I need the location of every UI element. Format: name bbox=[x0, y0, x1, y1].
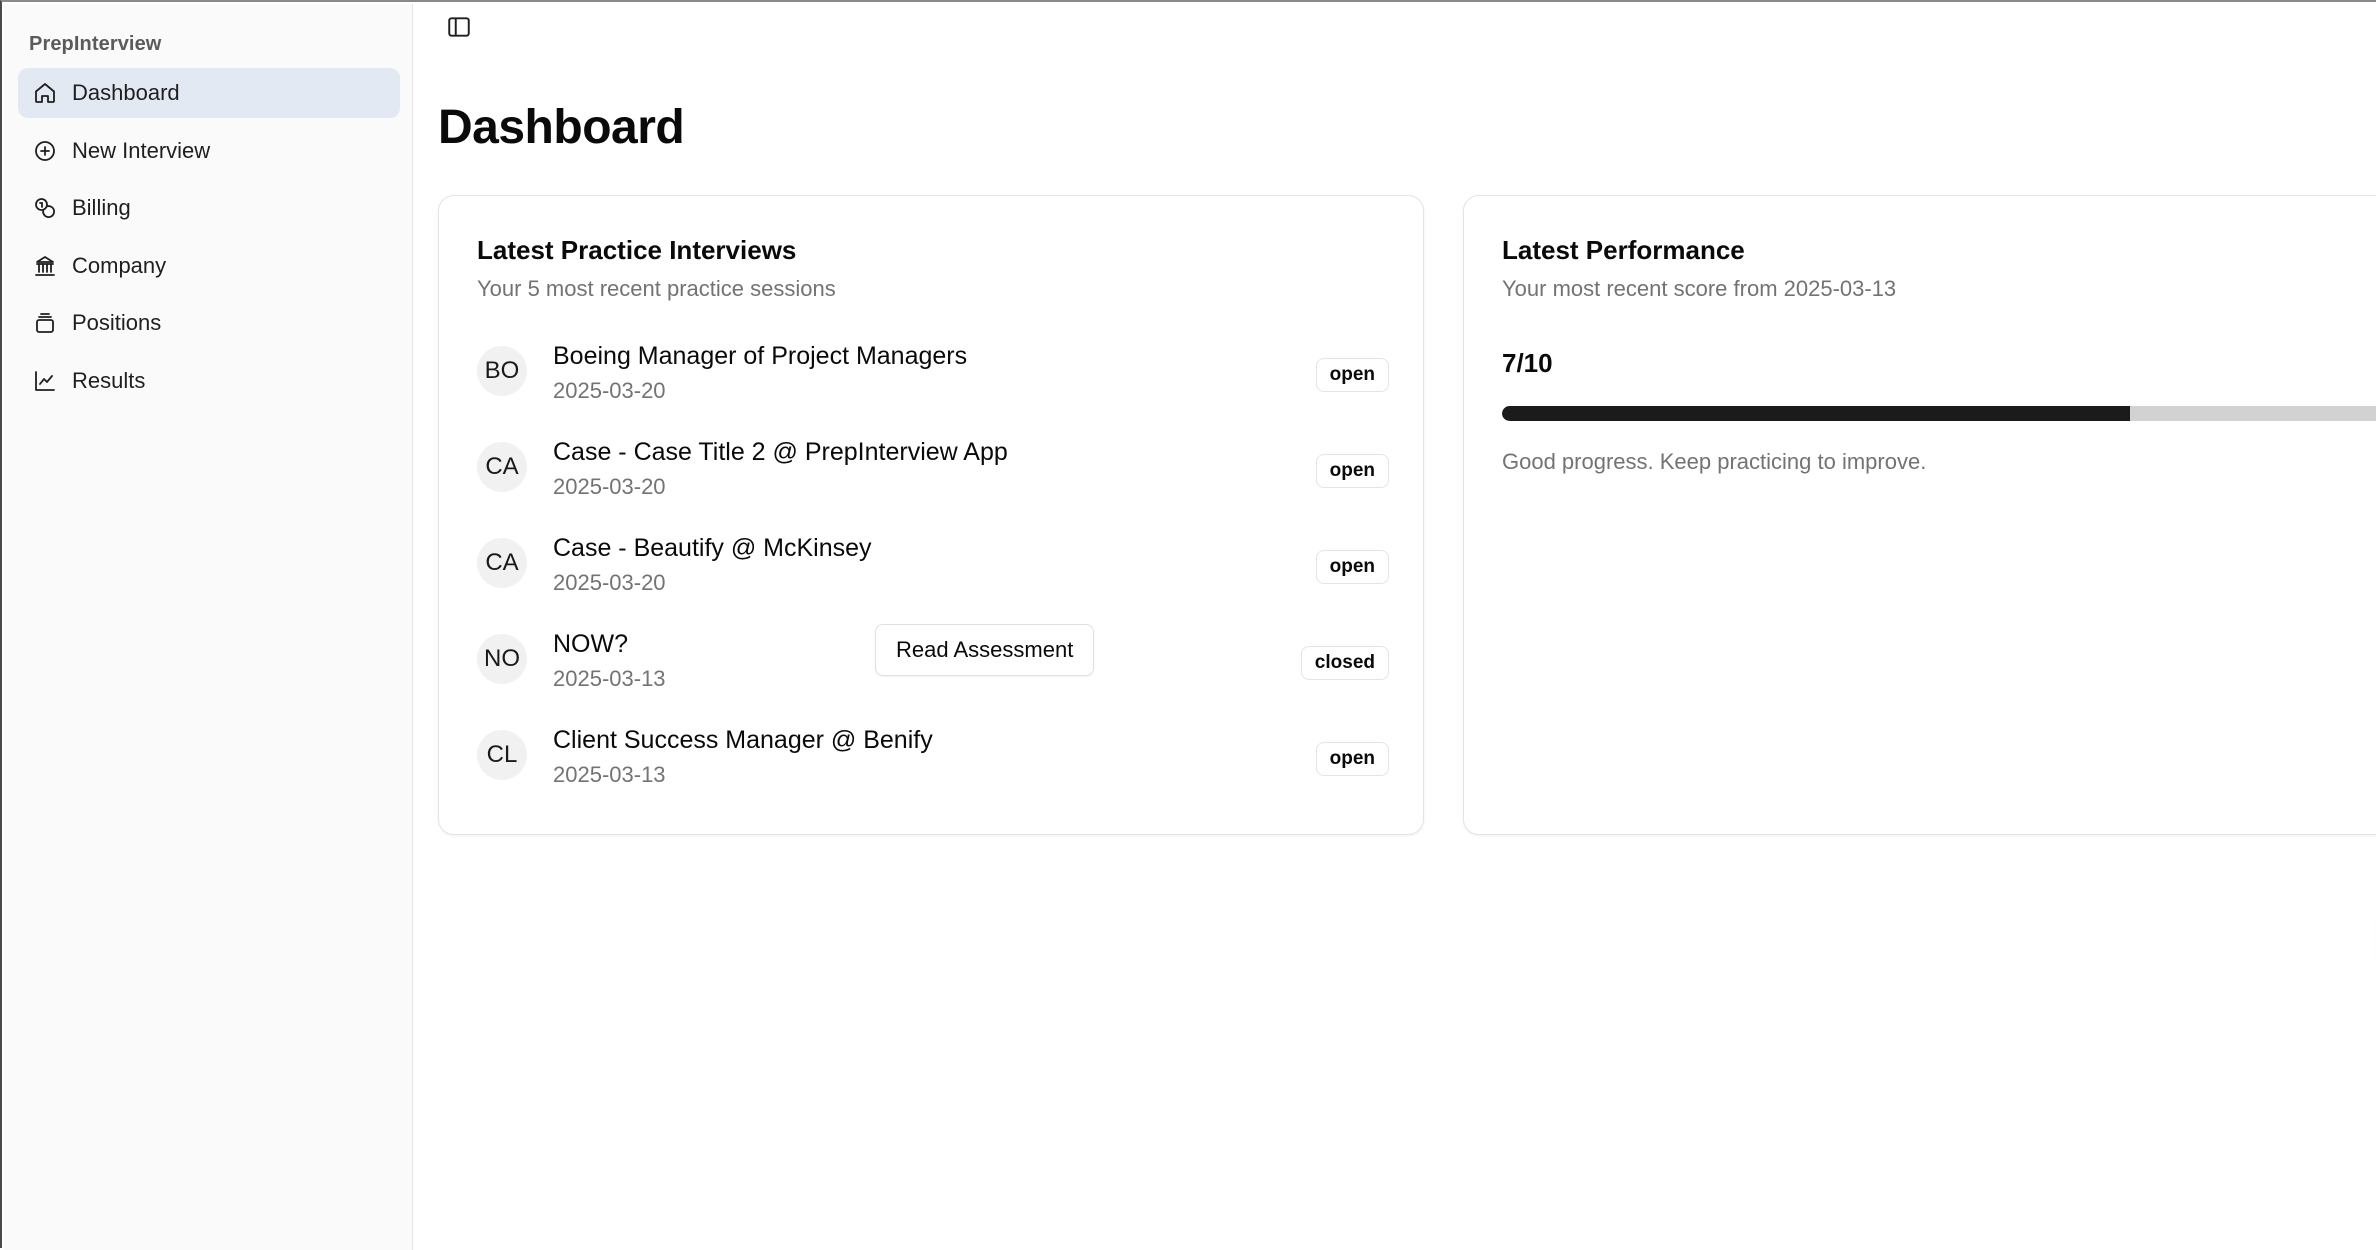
avatar: CL bbox=[477, 730, 527, 780]
avatar: NO bbox=[477, 634, 527, 684]
list-item[interactable] bbox=[477, 534, 1389, 634]
sidebar-toggle-button[interactable] bbox=[446, 14, 474, 42]
status-badge: open bbox=[1316, 454, 1389, 488]
plus-circle-icon bbox=[32, 138, 58, 164]
sidebar-item-label: Company bbox=[72, 252, 167, 278]
coins-icon bbox=[32, 195, 58, 221]
chart-icon bbox=[32, 368, 58, 394]
interview-date: 2025-03-20 bbox=[553, 474, 666, 499]
sidebar-item-label: Positions bbox=[72, 310, 162, 335]
score-value: 7/10 bbox=[1502, 348, 1553, 378]
card-title: Latest Practice Interviews bbox=[477, 235, 797, 265]
avatar: BO bbox=[477, 346, 527, 396]
interview-date: 2025-03-20 bbox=[553, 570, 666, 595]
latest-performance-card bbox=[1463, 195, 2376, 835]
sidebar-item-new-interview[interactable] bbox=[18, 126, 400, 176]
stack-icon bbox=[32, 310, 58, 336]
performance-message: Good progress. Keep practicing to improve. bbox=[1502, 449, 1927, 474]
sidebar-item-label: New Interview bbox=[72, 137, 211, 163]
sidebar-item-dashboard[interactable] bbox=[18, 68, 400, 118]
read-assessment-button[interactable]: Read Assessment bbox=[875, 624, 1094, 676]
list-item[interactable] bbox=[477, 342, 1389, 442]
sidebar-item-results[interactable] bbox=[18, 356, 400, 406]
interview-date: 2025-03-13 bbox=[553, 666, 666, 691]
sidebar-item-label: Billing bbox=[72, 195, 131, 220]
score-progress-fill bbox=[1502, 406, 2130, 421]
interview-date: 2025-03-13 bbox=[553, 762, 666, 787]
sidebar-item-positions[interactable] bbox=[18, 298, 400, 348]
status-badge: open bbox=[1316, 550, 1389, 584]
card-subtitle: Your most recent score from 2025-03-13 bbox=[1502, 276, 1897, 301]
bank-icon bbox=[32, 253, 58, 279]
sidebar-item-label: Dashboard bbox=[72, 80, 180, 105]
home-icon bbox=[32, 80, 58, 106]
sidebar bbox=[4, 4, 413, 1250]
sidebar-item-billing[interactable] bbox=[18, 183, 400, 233]
interview-title: Case - Beautify @ McKinsey bbox=[553, 534, 872, 562]
status-badge: open bbox=[1316, 742, 1389, 776]
sidebar-item-label: Results bbox=[72, 367, 146, 393]
status-badge: open bbox=[1316, 358, 1389, 392]
score-progress-bar bbox=[1502, 406, 2376, 421]
sidebar-item-company[interactable] bbox=[18, 241, 400, 291]
list-item[interactable] bbox=[477, 630, 1389, 730]
interview-title: Case - Case Title 2 @ PrepInterview App bbox=[553, 438, 1008, 466]
list-item[interactable] bbox=[477, 726, 1389, 826]
interview-list bbox=[477, 342, 1389, 826]
card-title: Latest Performance bbox=[1502, 235, 1745, 265]
card-subtitle: Your 5 most recent practice sessions bbox=[477, 276, 836, 301]
main-content bbox=[414, 4, 2376, 1250]
interview-date: 2025-03-20 bbox=[553, 378, 666, 403]
sidebar-toggle-icon bbox=[446, 27, 472, 44]
list-item[interactable] bbox=[477, 438, 1389, 538]
status-badge: closed bbox=[1301, 646, 1389, 680]
brand-name: PrepInterview bbox=[29, 33, 162, 55]
interview-title: Client Success Manager @ Benify bbox=[553, 726, 933, 754]
sidebar-nav bbox=[18, 68, 400, 413]
interview-title: NOW? bbox=[553, 630, 628, 658]
avatar: CA bbox=[477, 442, 527, 492]
latest-interviews-card bbox=[438, 195, 1424, 835]
page-title: Dashboard bbox=[438, 101, 685, 154]
avatar: CA bbox=[477, 538, 527, 588]
interview-title: Boeing Manager of Project Managers bbox=[553, 342, 968, 370]
